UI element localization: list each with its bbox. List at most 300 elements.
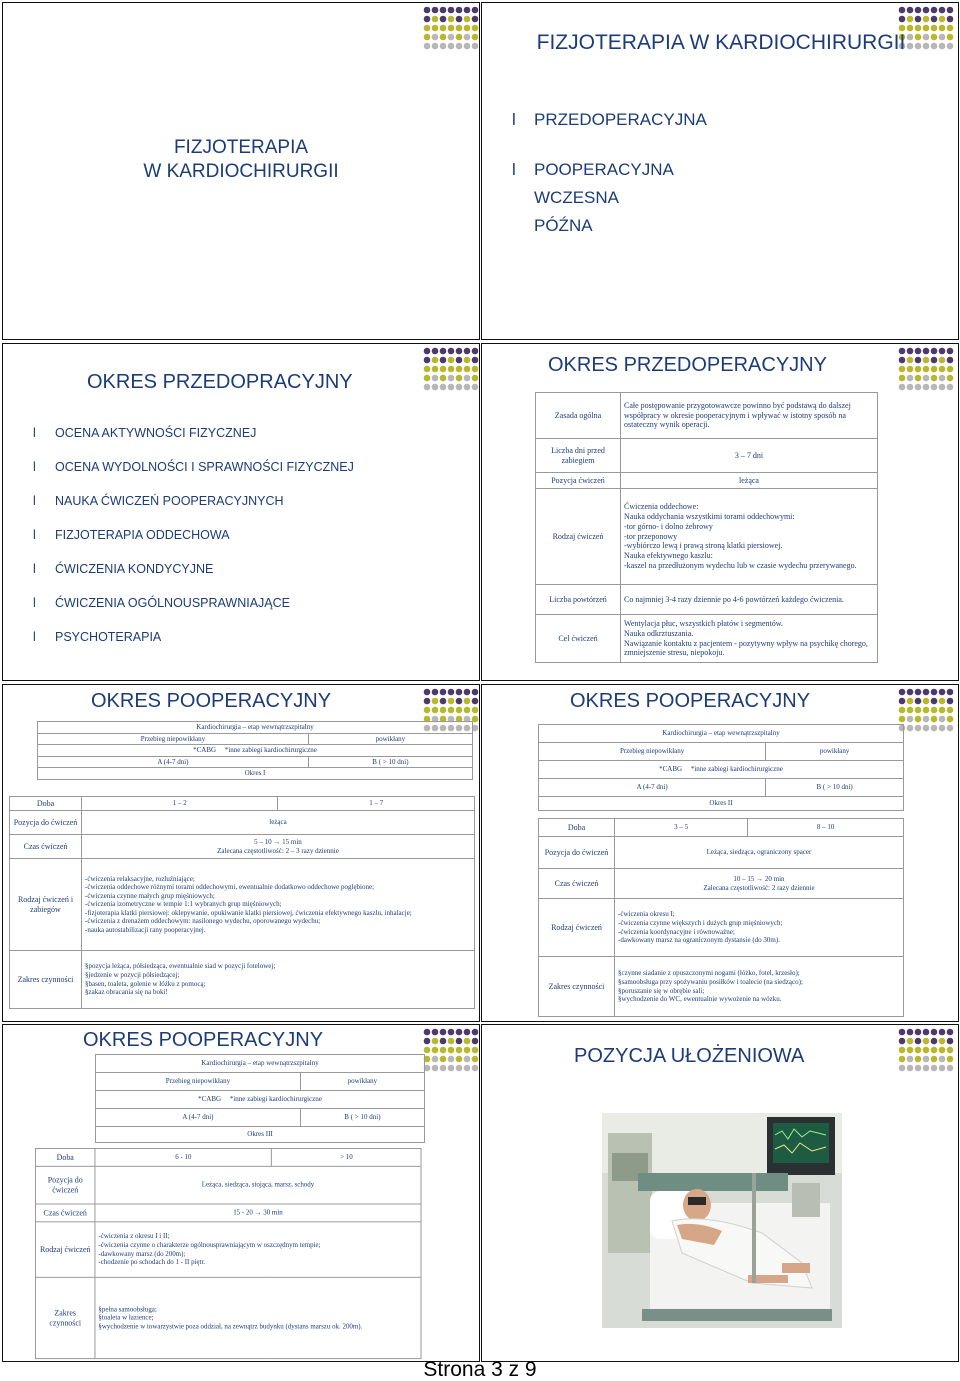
decorative-dot bbox=[464, 1029, 471, 1036]
decorative-dot bbox=[939, 1065, 946, 1072]
path-a: A (4-7 dni) bbox=[539, 779, 766, 797]
row-value bbox=[82, 835, 475, 859]
dot-grid-svg bbox=[898, 347, 954, 393]
decorative-dot bbox=[464, 357, 471, 364]
decorative-dot bbox=[915, 1038, 922, 1045]
decorative-dot bbox=[456, 375, 463, 382]
decorative-dot bbox=[947, 725, 954, 732]
postop-detail-table-2 bbox=[538, 818, 904, 1017]
decorative-dot bbox=[947, 1047, 954, 1054]
slide1-main-title bbox=[2, 136, 480, 184]
table-row bbox=[539, 797, 904, 811]
decorative-dot bbox=[464, 375, 471, 382]
page-footer: Strona 3 z 9 bbox=[423, 1358, 537, 1381]
decorative-dot bbox=[440, 357, 447, 364]
decorative-dot bbox=[899, 716, 906, 723]
postop-detail-table-3 bbox=[35, 1148, 421, 1359]
row-value: > 10 bbox=[272, 1148, 421, 1166]
row-label: Zakres czynności bbox=[10, 951, 82, 1009]
duration: 5 – 10 → 15 min bbox=[254, 837, 302, 846]
decorative-dot bbox=[440, 34, 447, 41]
decorative-dot bbox=[947, 689, 954, 696]
list-item bbox=[33, 494, 354, 508]
item-text: WCZESNA bbox=[534, 188, 619, 207]
decorative-dot bbox=[923, 16, 930, 23]
decorative-dot bbox=[440, 43, 447, 50]
list-item bbox=[512, 110, 707, 130]
cabg-label: *CABG bbox=[659, 765, 683, 774]
decorative-dot bbox=[931, 1038, 938, 1045]
decorative-dot bbox=[899, 7, 906, 14]
decorative-dot bbox=[939, 375, 946, 382]
decorative-dot bbox=[907, 16, 914, 23]
slide-title: OKRES POOPERACYJNY bbox=[570, 690, 811, 712]
decorative-dot bbox=[472, 25, 479, 32]
decorative-dot bbox=[464, 7, 471, 14]
slide-4 bbox=[481, 343, 959, 681]
row-value: Co najmniej 3-4 razy dziennie po 4-6 powtórzeń każdego ćwiczenia. bbox=[621, 585, 878, 615]
decorative-dot bbox=[472, 357, 479, 364]
decorative-dot bbox=[931, 1029, 938, 1036]
course-label: Przebieg niepowikłany bbox=[96, 1073, 301, 1091]
bullet-marker: l bbox=[33, 562, 36, 576]
decorative-dot bbox=[456, 357, 463, 364]
decorative-dot bbox=[907, 375, 914, 382]
decorative-dot bbox=[939, 348, 946, 355]
decorative-dot bbox=[448, 16, 455, 23]
decorative-dot bbox=[472, 43, 479, 50]
decorative-dot bbox=[456, 348, 463, 355]
decorative-dot bbox=[915, 1047, 922, 1054]
table-row bbox=[539, 957, 904, 1017]
decorative-dot bbox=[456, 1029, 463, 1036]
decorative-dot bbox=[923, 348, 930, 355]
dot-grid-svg bbox=[423, 1028, 479, 1074]
decorative-dot bbox=[899, 348, 906, 355]
table-row bbox=[10, 811, 475, 835]
row-label: Liczba dni przed zabiegiem bbox=[536, 439, 621, 473]
path-a: A (4-7 dni) bbox=[38, 756, 309, 768]
table-row bbox=[35, 1204, 420, 1222]
item-text: FIZJOTERAPIA ODDECHOWA bbox=[55, 528, 230, 542]
decorative-dot bbox=[915, 375, 922, 382]
decorative-dot-grid bbox=[898, 1028, 954, 1074]
row-value: 1 – 2 bbox=[82, 797, 278, 811]
bullet-marker: l bbox=[33, 494, 36, 508]
list-item bbox=[33, 426, 354, 440]
table-row bbox=[539, 743, 904, 761]
decorative-dot bbox=[939, 357, 946, 364]
decorative-dot bbox=[907, 725, 914, 732]
sub-item bbox=[512, 216, 707, 236]
decorative-dot bbox=[448, 25, 455, 32]
course-label: Przebieg niepowikłany bbox=[539, 743, 766, 761]
frequency: Zalecana częstotliwość: 2 – 3 razy dziennie bbox=[217, 846, 339, 855]
decorative-dot bbox=[939, 7, 946, 14]
slide-title: OKRES PRZEDOPRACYJNY bbox=[87, 371, 353, 393]
decorative-dot bbox=[939, 698, 946, 705]
row-value: §pozycja leżąca, półsiedząca, ewentualnie siad w pozycji fotelowej; §jedzenie w pozycji półsiedzącej; §basen, toaleta, golenie w łóżku z pomocą; §zakaz obracania się na boki! bbox=[82, 951, 475, 1009]
bullet-marker: l bbox=[33, 596, 36, 610]
decorative-dot bbox=[472, 7, 479, 14]
list-item bbox=[33, 630, 354, 644]
table-header: Kardiochirurgia – etap wewnątrzszpitalny bbox=[38, 722, 473, 734]
other-label: *inne zabiegi kardiochirurgiczne bbox=[690, 765, 783, 774]
row-label: Rodzaj ćwiczeń bbox=[536, 489, 621, 585]
decorative-dot bbox=[907, 348, 914, 355]
decorative-dot-grid bbox=[423, 6, 479, 52]
decorative-dot bbox=[907, 1029, 914, 1036]
slide-5 bbox=[2, 684, 480, 1022]
row-label: Cel ćwiczeń bbox=[536, 615, 621, 663]
row-label: Rodzaj ćwiczeń bbox=[539, 899, 615, 957]
decorative-dot bbox=[939, 384, 946, 391]
decorative-dot bbox=[947, 698, 954, 705]
row-label: Rodzaj ćwiczeń bbox=[35, 1222, 94, 1277]
decorative-dot bbox=[472, 366, 479, 373]
decorative-dot bbox=[448, 1047, 455, 1054]
decorative-dot bbox=[907, 1065, 914, 1072]
decorative-dot bbox=[931, 16, 938, 23]
decorative-dot bbox=[939, 716, 946, 723]
decorative-dot bbox=[432, 698, 439, 705]
decorative-dot bbox=[947, 1038, 954, 1045]
decorative-dot bbox=[448, 43, 455, 50]
decorative-dot bbox=[907, 1038, 914, 1045]
slide-3 bbox=[2, 343, 480, 681]
patient-in-bed-photo bbox=[602, 1113, 842, 1328]
decorative-dot bbox=[931, 1047, 938, 1054]
decorative-dot bbox=[899, 384, 906, 391]
decorative-dot bbox=[456, 16, 463, 23]
decorative-dot bbox=[464, 1056, 471, 1063]
dot-grid-svg bbox=[423, 347, 479, 393]
decorative-dot bbox=[939, 707, 946, 714]
table-row bbox=[536, 439, 878, 473]
decorative-dot bbox=[432, 1029, 439, 1036]
frequency: Zalecana częstotliwość: 2 razy dziennie bbox=[703, 883, 815, 892]
decorative-dot bbox=[448, 348, 455, 355]
sub-item bbox=[512, 188, 707, 208]
table-row bbox=[539, 869, 904, 899]
row-value: 3 – 5 bbox=[615, 819, 748, 837]
decorative-dot bbox=[472, 698, 479, 705]
bullet-marker: l bbox=[33, 460, 36, 474]
decorative-dot bbox=[440, 366, 447, 373]
decorative-dot bbox=[432, 689, 439, 696]
decorative-dot bbox=[923, 1056, 930, 1063]
row-label: Rodzaj ćwiczeń i zabiegów bbox=[10, 859, 82, 951]
row-value: 3 – 7 dni bbox=[621, 439, 878, 473]
table-row bbox=[10, 951, 475, 1009]
decorative-dot bbox=[915, 716, 922, 723]
dot-grid-svg bbox=[423, 6, 479, 52]
decorative-dot bbox=[432, 16, 439, 23]
decorative-dot bbox=[448, 34, 455, 41]
table-row bbox=[96, 1055, 425, 1073]
decorative-dot bbox=[472, 348, 479, 355]
decorative-dot bbox=[923, 1029, 930, 1036]
row-value: -ćwiczenia okresu I; -ćwiczenia czynne większych i dużych grup mięśniowych; -ćwiczenia koordynacyjne i równoważne; -dawkowany marsz na ograniczonym dystansie (do 30m). bbox=[615, 899, 904, 957]
decorative-dot bbox=[947, 7, 954, 14]
decorative-dot bbox=[907, 366, 914, 373]
table-row bbox=[539, 779, 904, 797]
decorative-dot bbox=[907, 698, 914, 705]
decorative-dot bbox=[899, 1038, 906, 1045]
row-label: Pozycja do ćwiczeń bbox=[10, 811, 82, 835]
decorative-dot bbox=[464, 707, 471, 714]
table-row bbox=[96, 1127, 425, 1143]
decorative-dot bbox=[915, 16, 922, 23]
course-alt: powikłany bbox=[300, 1073, 424, 1091]
decorative-dot-grid bbox=[423, 347, 479, 393]
table-row bbox=[10, 859, 475, 951]
row-label: Doba bbox=[10, 797, 82, 811]
decorative-dot bbox=[456, 1056, 463, 1063]
decorative-dot bbox=[939, 1038, 946, 1045]
decorative-dot bbox=[464, 1065, 471, 1072]
decorative-dot bbox=[464, 1047, 471, 1054]
decorative-dot bbox=[923, 698, 930, 705]
decorative-dot bbox=[907, 7, 914, 14]
postop-table-3 bbox=[95, 1054, 425, 1143]
course-alt: powikłany bbox=[766, 743, 904, 761]
decorative-dot bbox=[456, 707, 463, 714]
title-line-1: FIZJOTERAPIA bbox=[173, 137, 309, 158]
decorative-dot bbox=[432, 7, 439, 14]
decorative-dot bbox=[931, 1065, 938, 1072]
list-item bbox=[33, 528, 354, 542]
row-value: §czynne siadanie z opuszczonymi nogami (łóżko, fotel, krzesło); §samoobsługa przy spożywaniu posiłków i toalecie (na siedząco); §poruszanie się w obrębie sali; §wychodzenie do WC, ewentualnie wywożenie na wózku. bbox=[615, 957, 904, 1017]
decorative-dot bbox=[432, 34, 439, 41]
decorative-dot bbox=[899, 366, 906, 373]
postop-detail-table-1 bbox=[9, 796, 475, 1009]
decorative-dot bbox=[432, 348, 439, 355]
dot-grid-svg bbox=[898, 688, 954, 734]
row-value: 6 - 10 bbox=[95, 1148, 272, 1166]
decorative-dot bbox=[440, 25, 447, 32]
course-alt: powikłany bbox=[308, 733, 472, 745]
row-label: Pozycja do ćwiczeń bbox=[35, 1166, 94, 1204]
slide-title bbox=[482, 31, 959, 55]
decorative-dot bbox=[448, 366, 455, 373]
decorative-dot bbox=[432, 357, 439, 364]
decorative-dot bbox=[899, 707, 906, 714]
decorative-dot bbox=[907, 384, 914, 391]
table-row bbox=[37, 756, 473, 768]
fizjoterapia-phases-list bbox=[512, 110, 707, 236]
decorative-dot bbox=[899, 1047, 906, 1054]
row-value: leżąca bbox=[621, 473, 878, 489]
item-text: NAUKA ĆWICZEŃ POOPERACYJNYCH bbox=[55, 494, 284, 508]
decorative-dot bbox=[472, 1038, 479, 1045]
decorative-dot bbox=[424, 43, 431, 50]
table-row bbox=[35, 1148, 420, 1166]
table-row bbox=[35, 1277, 420, 1358]
row-value: Wentylacja płuc, wszystkich płatów i segmentów. Nauka odkrztuszania. Nawiązanie kontaktu z pacjentem - pozytywny wpływ na psychikę chorego, zmniejszenie stresu, niepokoju. bbox=[621, 615, 878, 663]
decorative-dot bbox=[424, 357, 431, 364]
decorative-dot bbox=[931, 707, 938, 714]
decorative-dot bbox=[947, 16, 954, 23]
decorative-dot bbox=[899, 1065, 906, 1072]
decorative-dot bbox=[432, 707, 439, 714]
row-value: Leżąca, siedząca, stojąca, marsz, schody bbox=[95, 1166, 421, 1204]
row-value: 15 - 20 → 30 min bbox=[95, 1204, 421, 1222]
decorative-dot bbox=[424, 707, 431, 714]
decorative-dot bbox=[915, 366, 922, 373]
list-item bbox=[33, 562, 354, 576]
slide-8 bbox=[481, 1024, 959, 1362]
decorative-dot bbox=[472, 1056, 479, 1063]
decorative-dot bbox=[923, 357, 930, 364]
decorative-dot bbox=[424, 384, 431, 391]
decorative-dot bbox=[448, 357, 455, 364]
item-text: OCENA WYDOLNOŚCI I SPRAWNOŚCI FIZYCZNEJ bbox=[55, 460, 354, 474]
dot-grid-svg bbox=[898, 1028, 954, 1074]
cabg-label: *CABG bbox=[198, 1095, 222, 1104]
decorative-dot bbox=[931, 7, 938, 14]
decorative-dot bbox=[456, 1038, 463, 1045]
decorative-dot bbox=[947, 1065, 954, 1072]
row-label: Doba bbox=[539, 819, 615, 837]
decorative-dot bbox=[440, 1047, 447, 1054]
procedure-row bbox=[96, 1091, 425, 1109]
table-row bbox=[10, 797, 475, 811]
decorative-dot bbox=[464, 43, 471, 50]
slide-title: OKRES POOPERACYJNY bbox=[91, 690, 332, 712]
decorative-dot bbox=[923, 707, 930, 714]
decorative-dot bbox=[464, 366, 471, 373]
bullet-marker: l bbox=[33, 528, 36, 542]
slide-6 bbox=[481, 684, 959, 1022]
decorative-dot bbox=[432, 25, 439, 32]
other-label: *inne zabiegi kardiochirurgiczne bbox=[229, 1095, 322, 1104]
decorative-dot bbox=[440, 1065, 447, 1072]
row-value: -ćwiczenia relaksacyjne, rozluźniające; -ćwiczenia oddechowe różnymi torami oddechowymi, ewentualnie dodatkowo oddechowe poglębione; -ćwiczenia czynne małych grup mięśniowych; -ćwiczenia izometryczne w tempie 1:1 wybranych grup mięśniowych; -fizjoterapia klatki piersiowej: oklepywanie, opukiwanie klatki piersiowej, ćwiczenia efektywnego kaszlu, inhalacje; -ćwiczenia z drenażem oddechowym: nasilonego wydechu, oporowanego wydechu; -nauka autostabilizacji rany pooperacyjnej. bbox=[82, 859, 475, 951]
table-row bbox=[37, 733, 473, 745]
decorative-dot bbox=[448, 1056, 455, 1063]
decorative-dot bbox=[931, 689, 938, 696]
decorative-dot bbox=[432, 384, 439, 391]
decorative-dot bbox=[432, 366, 439, 373]
row-label: Czas ćwiczeń bbox=[10, 835, 82, 859]
table-row bbox=[536, 615, 878, 663]
decorative-dot bbox=[424, 16, 431, 23]
decorative-dot bbox=[907, 357, 914, 364]
list-item bbox=[33, 460, 354, 474]
decorative-dot bbox=[440, 375, 447, 382]
row-value: Całe postępowanie przygotowawcze powinno być podstawą do dalszej współpracy w okresie pooperacyjnym i wpływać w istotny sposób na ostateczny wynik operacji. bbox=[621, 393, 878, 439]
decorative-dot bbox=[915, 1056, 922, 1063]
decorative-dot bbox=[440, 698, 447, 705]
period-label: Okres II bbox=[539, 797, 904, 811]
decorative-dot bbox=[432, 375, 439, 382]
decorative-dot bbox=[456, 366, 463, 373]
decorative-dot bbox=[424, 689, 431, 696]
decorative-dot bbox=[931, 725, 938, 732]
bullet-marker: l bbox=[33, 426, 36, 440]
table-row bbox=[37, 745, 473, 757]
decorative-dot bbox=[923, 375, 930, 382]
decorative-dot bbox=[432, 1047, 439, 1054]
decorative-dot bbox=[947, 348, 954, 355]
decorative-dot bbox=[931, 1056, 938, 1063]
decorative-dot bbox=[931, 366, 938, 373]
bullet-marker: l bbox=[512, 160, 516, 179]
row-label: Doba bbox=[35, 1148, 94, 1166]
decorative-dot bbox=[915, 7, 922, 14]
decorative-dot bbox=[907, 689, 914, 696]
decorative-dot bbox=[947, 716, 954, 723]
decorative-dot bbox=[939, 1029, 946, 1036]
row-value bbox=[615, 869, 904, 899]
item-text: PSYCHOTERAPIA bbox=[55, 630, 162, 644]
table-header: Kardiochirurgia – etap wewnątrzszpitalny bbox=[539, 725, 904, 743]
table-row bbox=[35, 1222, 420, 1277]
table-row bbox=[536, 473, 878, 489]
decorative-dot bbox=[440, 7, 447, 14]
slide-title: POZYCJA UŁOŻENIOWA bbox=[574, 1045, 805, 1067]
decorative-dot bbox=[939, 366, 946, 373]
decorative-dot bbox=[472, 1029, 479, 1036]
row-label: Czas ćwiczeń bbox=[35, 1204, 94, 1222]
item-text: PÓŹNA bbox=[534, 216, 593, 235]
path-b: B ( > 10 dni) bbox=[766, 779, 904, 797]
decorative-dot bbox=[923, 1047, 930, 1054]
decorative-dot bbox=[440, 16, 447, 23]
decorative-dot bbox=[432, 1038, 439, 1045]
photo-illustration bbox=[602, 1113, 842, 1328]
decorative-dot-grid bbox=[898, 347, 954, 393]
slide-title: OKRES PRZEDOPERACYJNY bbox=[548, 354, 827, 376]
decorative-dot bbox=[923, 725, 930, 732]
decorative-dot bbox=[448, 689, 455, 696]
decorative-dot bbox=[440, 384, 447, 391]
decorative-dot bbox=[456, 7, 463, 14]
decorative-dot bbox=[456, 384, 463, 391]
decorative-dot bbox=[448, 375, 455, 382]
table-row bbox=[539, 837, 904, 869]
decorative-dot bbox=[464, 384, 471, 391]
decorative-dot bbox=[464, 1038, 471, 1045]
decorative-dot bbox=[915, 357, 922, 364]
row-value: 1 – 7 bbox=[278, 797, 475, 811]
slide-title: OKRES POOPERACYJNY bbox=[83, 1029, 324, 1051]
title-line: FIZJOTERAPIA W KARDIOCHIRURGII bbox=[536, 31, 906, 54]
decorative-dot bbox=[472, 1065, 479, 1072]
decorative-dot bbox=[472, 375, 479, 382]
decorative-dot bbox=[931, 384, 938, 391]
row-label: Zakres czynności bbox=[539, 957, 615, 1017]
decorative-dot bbox=[915, 1065, 922, 1072]
table-row bbox=[539, 899, 904, 957]
decorative-dot bbox=[464, 25, 471, 32]
decorative-dot bbox=[456, 689, 463, 696]
course-label: Przebieg niepowikłany bbox=[38, 733, 309, 745]
bullet-marker: l bbox=[33, 630, 36, 644]
row-value: leżąca bbox=[82, 811, 475, 835]
decorative-dot bbox=[472, 16, 479, 23]
decorative-dot bbox=[424, 1029, 431, 1036]
decorative-dot bbox=[472, 34, 479, 41]
decorative-dot bbox=[923, 384, 930, 391]
decorative-dot bbox=[899, 1029, 906, 1036]
decorative-dot bbox=[432, 1056, 439, 1063]
decorative-dot bbox=[899, 16, 906, 23]
decorative-dot bbox=[432, 1065, 439, 1072]
decorative-dot bbox=[939, 725, 946, 732]
decorative-dot bbox=[464, 16, 471, 23]
